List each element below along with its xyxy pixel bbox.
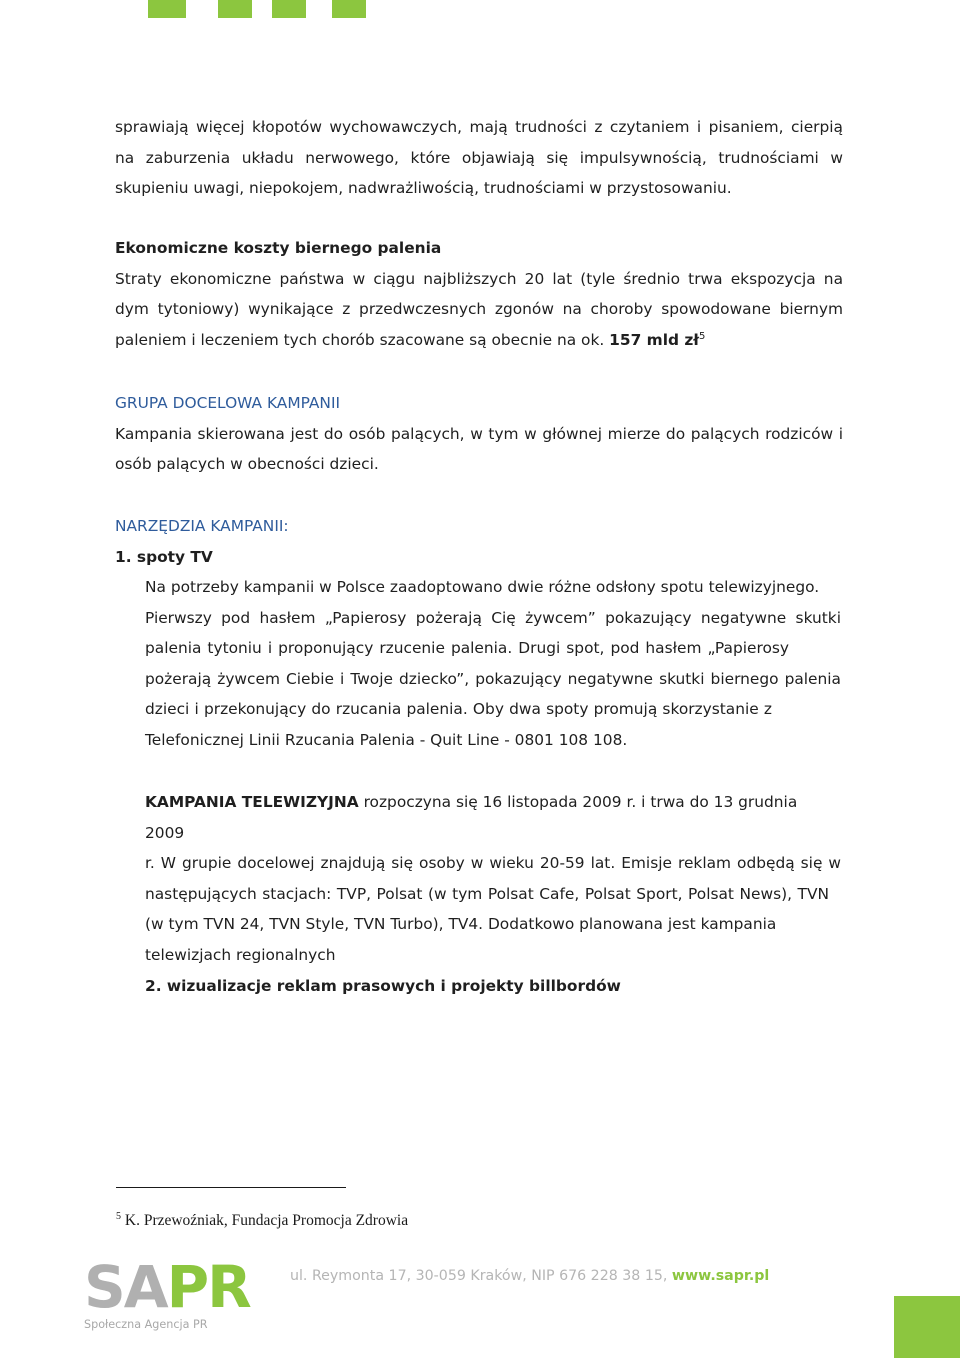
tv-spots-line-3: palenia tytoniu i proponujący rzucenie palenia. Drugi spot, pod hasłem „Papierosy <box>145 639 789 657</box>
tools-item-2-label: 2. wizualizacje reklam prasowych i projekty billbordów <box>145 977 621 995</box>
footnote-number: 5 <box>116 1210 121 1222</box>
footer-green-block <box>894 1296 960 1358</box>
tv-campaign-paragraph <box>145 787 841 970</box>
footer-website-link[interactable]: www.sapr.pl <box>671 1268 770 1284</box>
footer-address <box>290 1268 769 1284</box>
footnote-reference: 5 <box>699 330 706 342</box>
header-green-block-2 <box>218 0 252 18</box>
header-green-block-1 <box>148 0 186 18</box>
tv-campaign-line-3: następujących stacjach: TVP, Polsat (w tym Polsat Cafe, Polsat Sport, Polsat News), TVN <box>145 884 829 903</box>
footnote-text: K. Przewoźniak, Fundacja Promocja Zdrowia <box>121 1212 409 1229</box>
economic-line-2: dym tytoniowy) wynikające z przedwczesnych zgonów na choroby spowodowane biernym <box>115 300 843 318</box>
tv-campaign-line-2: r. W grupie docelowej znajdują się osoby w wieku 20-59 lat. Emisje reklam odbędą się w <box>145 854 841 872</box>
target-group-line-1: Kampania skierowana jest do osób palących, w tym w głównej mierze do palących rodziców i <box>115 424 843 443</box>
economic-line-1: Straty ekonomiczne państwa w ciągu najbliższych 20 lat (tyle średnio trwa ekspozycja na <box>115 269 843 288</box>
tv-spots-line-2: Pierwszy pod hasłem „Papierosy pożerają Cię żywcem” pokazujący negatywne skutki <box>145 608 841 627</box>
tv-spots-line-1: Na potrzeby kampanii w Polsce zaadoptowano dwie różne odsłony spotu telewizyjnego. <box>145 578 820 596</box>
economic-heading: Ekonomiczne koszty biernego palenia <box>115 239 442 257</box>
target-group-section <box>115 388 843 480</box>
economic-amount: 157 mld zł <box>609 330 700 349</box>
footnote <box>116 1212 408 1230</box>
intro-line-1: sprawiają więcej kłopotów wychowawczych, mają trudności z czytaniem i pisaniem, cierpią <box>115 118 843 136</box>
footer-address-text: ul. Reymonta 17, 30-059 Kraków, NIP 676 228 38 15, <box>290 1268 672 1284</box>
footnote-separator <box>116 1187 346 1188</box>
tv-campaign-line-5: telewizjach regionalnych <box>145 945 336 964</box>
sapr-logo <box>84 1253 250 1342</box>
target-group-line-2: osób palących w obecności dzieci. <box>115 455 379 473</box>
economic-section <box>115 233 843 355</box>
intro-line-2: na zaburzenia układu nerwowego, które objawiają się impulsywnością, trudnościami w <box>115 148 843 167</box>
tv-spots-line-5: dzieci i przekonujący do rzucania palenia. Oby dwa spoty promują skorzystanie z <box>145 700 772 718</box>
tv-campaign-line-1-rest: rozpoczyna się 16 listopada 2009 r. i trwa do 13 grudnia 2009 <box>145 793 798 842</box>
tv-campaign-line-4: (w tym TVN 24, TVN Style, TVN Turbo), TV4. Dodatkowo planowana jest kampania <box>145 915 777 933</box>
sapr-logo-sa: SA <box>84 1253 167 1321</box>
tv-campaign-title: KAMPANIA TELEWIZYJNA <box>145 793 359 811</box>
tools-section <box>115 511 843 572</box>
tv-spots-line-6: Telefonicznej Linii Rzucania Palenia - Quit Line - 0801 108 108. <box>145 730 628 749</box>
header-green-block-3 <box>272 0 306 18</box>
sapr-logo-tagline: Społeczna Agencja PR <box>84 1318 208 1331</box>
economic-line-3-text: paleniem i leczeniem tych chorób szacowane są obecnie na ok. <box>115 330 610 349</box>
tools-item-1-label: 1. spoty TV <box>115 547 213 566</box>
intro-line-3: skupieniu uwagi, niepokojem, nadwrażliwością, trudnościami w przystosowaniu. <box>115 179 732 197</box>
tools-heading: NARZĘDZIA KAMPANII: <box>115 517 289 535</box>
intro-paragraph <box>115 112 843 204</box>
economic-line-3 <box>115 325 843 356</box>
header-green-block-4 <box>332 0 366 18</box>
tv-campaign-line-1 <box>145 787 841 848</box>
tv-spots-line-4: pożerają żywcem Ciebie i Twoje dziecko”, pokazujący negatywne skutki biernego palenia <box>145 669 841 688</box>
target-group-heading: GRUPA DOCELOWA KAMPANII <box>115 394 341 412</box>
tv-spots-description <box>145 572 841 755</box>
sapr-logo-pr: PR <box>166 1253 250 1321</box>
sapr-logo-wordmark <box>84 1253 250 1321</box>
